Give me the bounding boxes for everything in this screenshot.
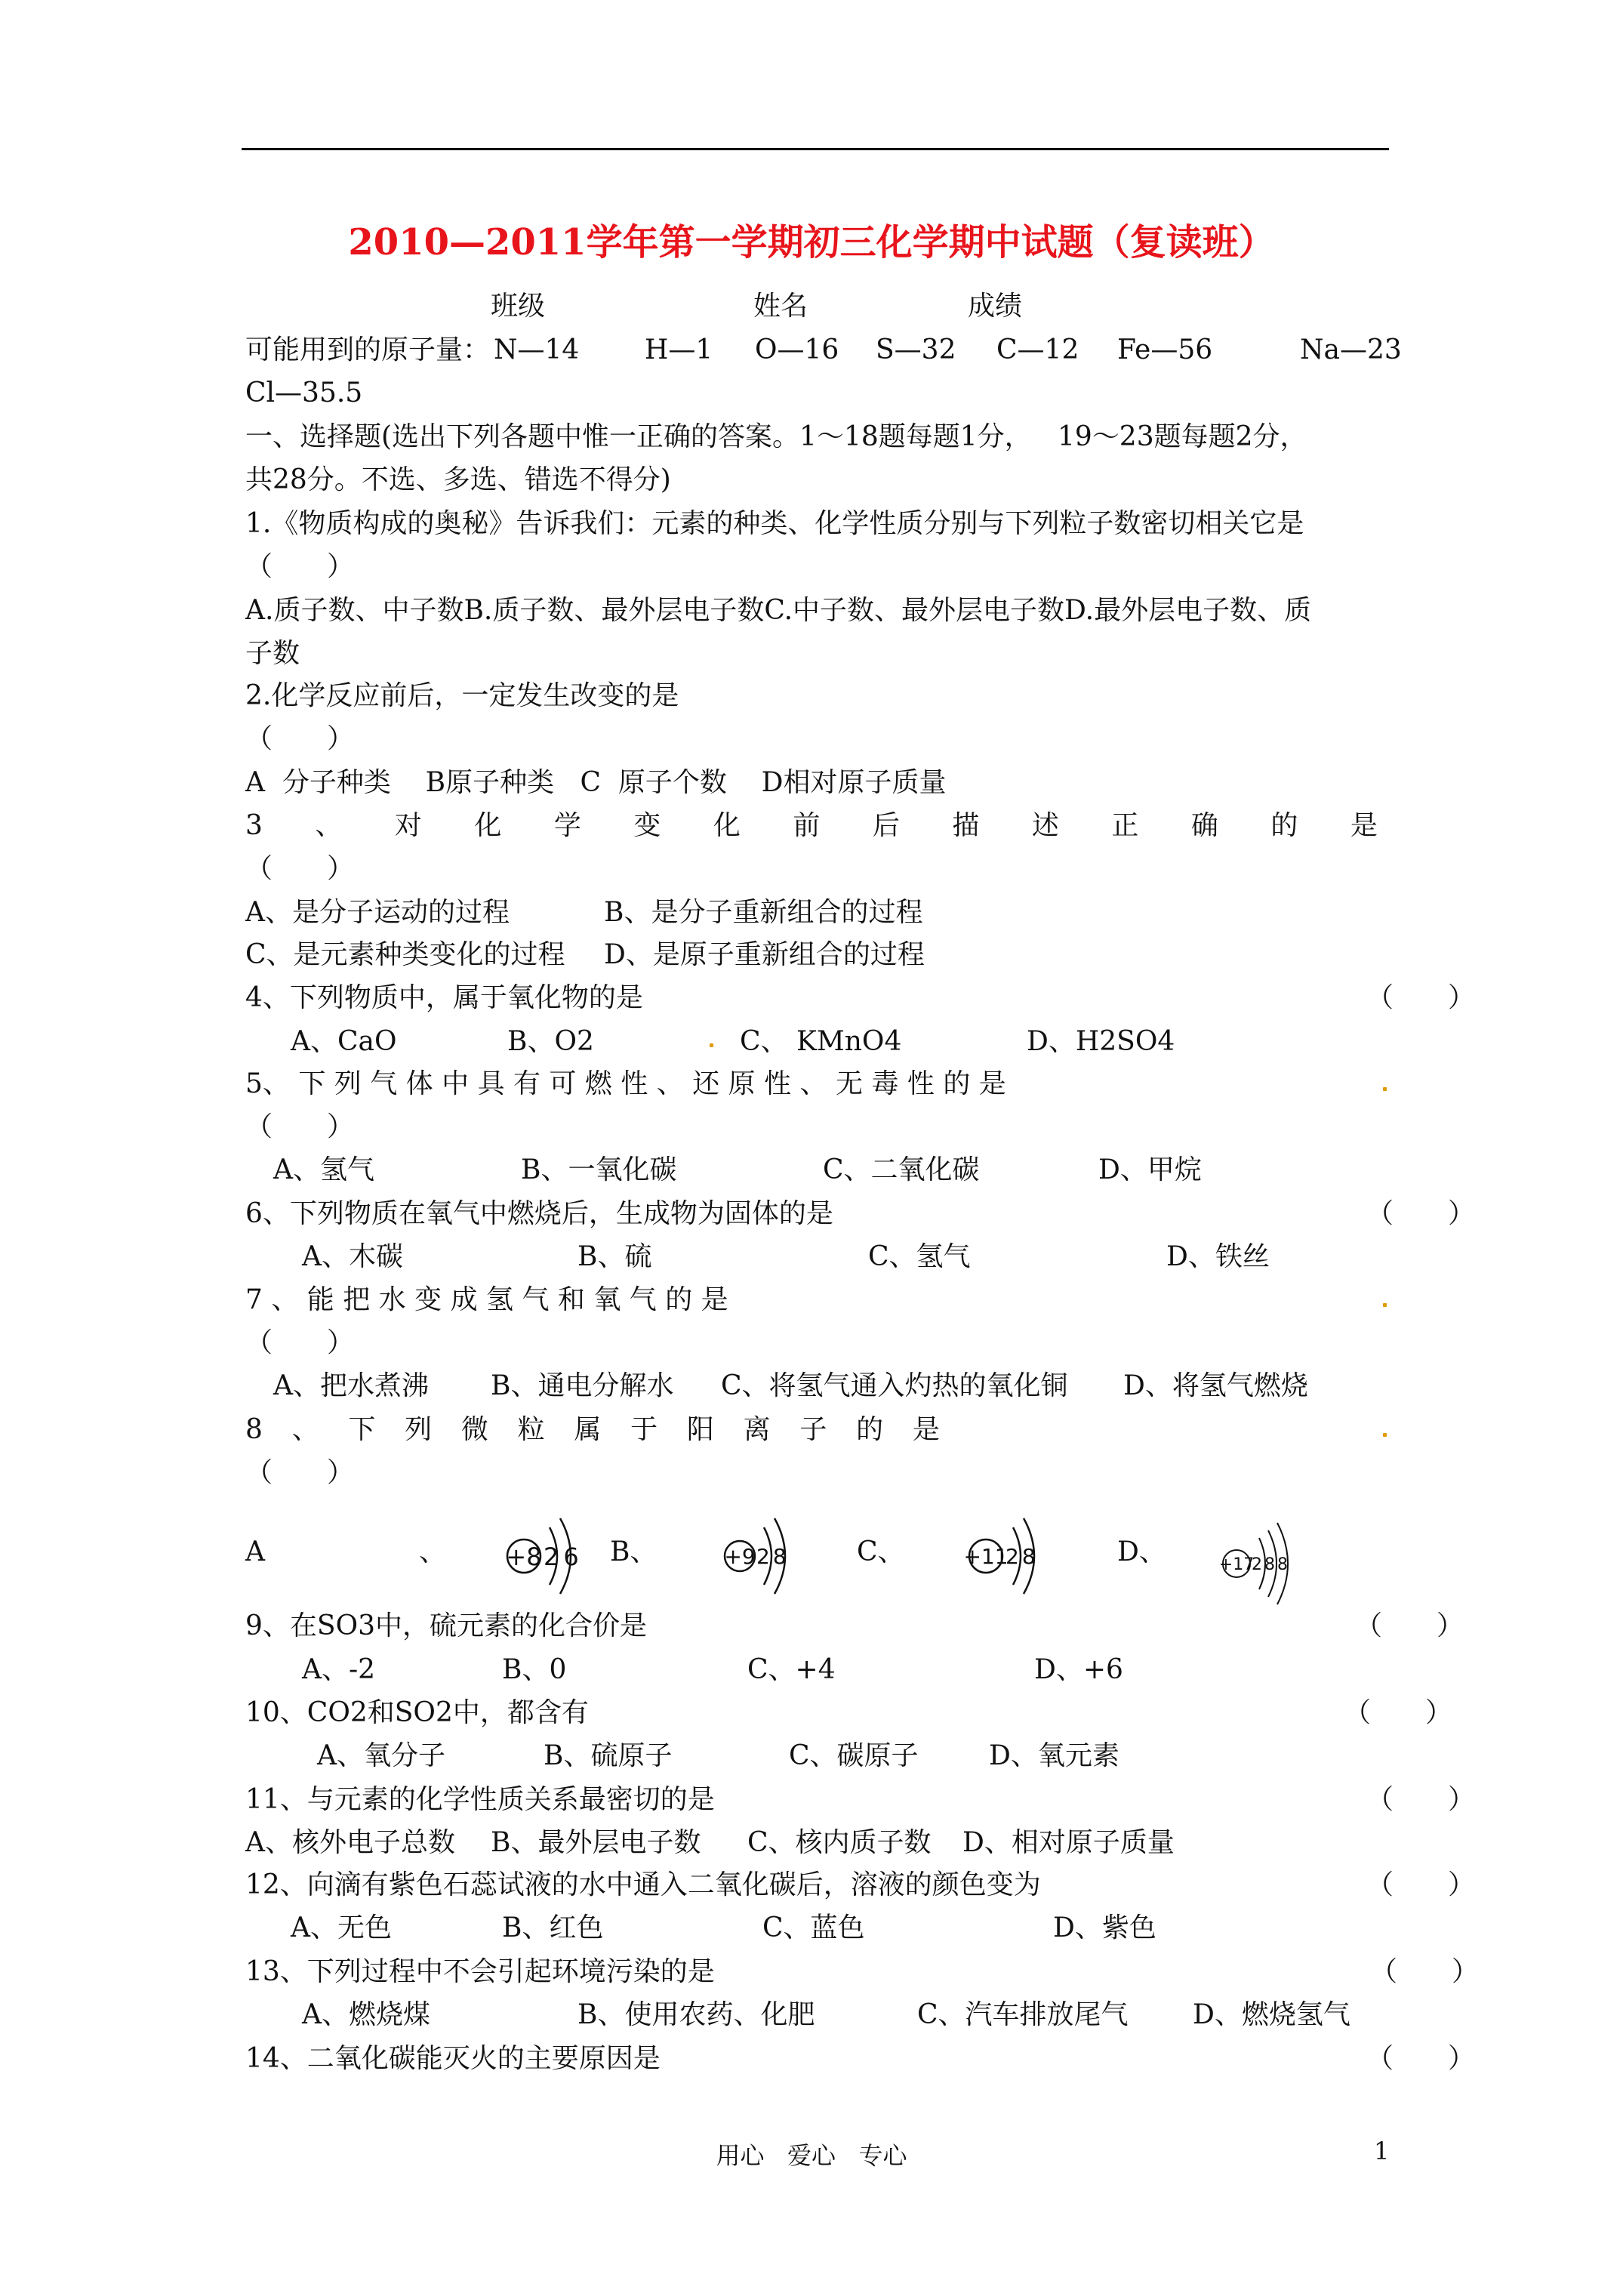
answer-blank[interactable]: （ ） <box>245 853 355 884</box>
stem-char: 变 <box>633 810 661 841</box>
answer-blank[interactable]: （ ） <box>1344 1697 1453 1728</box>
question-6-option-c: C、氢气 <box>868 1241 971 1272</box>
stem-char: 阳 <box>686 1414 714 1445</box>
page-title: 2010—2011学年第一学期初三化学期中试题（复读班） <box>348 221 1275 264</box>
question-7-option-b: B、通电分解水 <box>491 1370 674 1401</box>
question-10-option-a: A、氧分子 <box>317 1740 445 1771</box>
stem-char: 描 <box>952 810 980 841</box>
question-6-option-b: B、硫 <box>577 1241 652 1272</box>
atom-diagram <box>498 1505 627 1595</box>
answer-blank[interactable]: （ ） <box>1355 1610 1464 1641</box>
question-7-option-a: A、把水煮沸 <box>273 1370 429 1401</box>
question-9-option-d: D、+6 <box>1034 1654 1123 1685</box>
atom-diagram <box>959 1505 1087 1595</box>
question-13-option-d: D、燃烧氢气 <box>1193 1999 1350 2030</box>
stray-dot <box>1383 1303 1387 1307</box>
stem-char: 微 <box>460 1414 488 1445</box>
stem-char: 离 <box>743 1414 771 1445</box>
question-4-option-d: D、H2SO4 <box>1027 1026 1175 1057</box>
question-3-stem <box>245 808 1378 844</box>
stem-char: 后 <box>872 810 900 841</box>
question-6-option-a: A、木碳 <box>302 1241 403 1272</box>
question-8-label-a: A <box>245 1536 265 1567</box>
stem-char: 述 <box>1031 810 1059 841</box>
answer-blank[interactable]: （ ） <box>245 1111 355 1142</box>
stem-char: 列 <box>405 1414 433 1445</box>
question-4-stem: 4、下列物质中，属于氧化物的是 <box>245 982 643 1013</box>
score-label: 成绩 <box>968 291 1023 322</box>
stem-char: 前 <box>793 810 821 841</box>
stem-char: 是 <box>912 1414 940 1445</box>
class-label: 班级 <box>491 291 546 322</box>
answer-blank[interactable]: （ ） <box>1366 2043 1476 2074</box>
question-13-stem: 13、下列过程中不会引起环境污染的是 <box>245 1956 715 1987</box>
atom-diagram <box>1215 1512 1344 1603</box>
question-8-stem <box>245 1412 940 1448</box>
atomic-mass-item: O—16 <box>755 334 839 365</box>
question-4-option-b: B、O2 <box>507 1026 594 1057</box>
question-3-option-b: B、是分子重新组合的过程 <box>604 897 923 928</box>
question-7-option-c: C、将氢气通入灼热的氧化铜 <box>721 1370 1068 1401</box>
electron-shells: 28 <box>756 1544 790 1569</box>
question-11-option-c: C、核内质子数 <box>747 1827 932 1858</box>
stem-char: 学 <box>553 810 581 841</box>
nucleus-charge: +8 <box>506 1542 542 1571</box>
atom-structure-b <box>717 1505 845 1595</box>
stem-char: 确 <box>1190 810 1218 841</box>
atomic-mass-item: Fe—56 <box>1117 334 1213 365</box>
stray-dot <box>710 1043 713 1047</box>
stem-char: 于 <box>630 1414 658 1445</box>
footer-motto: 用心 爱心 专心 <box>716 2141 907 2170</box>
question-9-option-a: A、-2 <box>302 1654 376 1685</box>
stem-char: 的 <box>1270 810 1298 841</box>
question-14-stem: 14、二氧化碳能灭火的主要原因是 <box>245 2043 661 2074</box>
answer-blank[interactable]: （ ） <box>1366 1869 1476 1900</box>
question-10-option-d: D、氧元素 <box>989 1740 1119 1771</box>
question-5-option-a: A、氢气 <box>273 1154 374 1185</box>
stem-char: 是 <box>1350 810 1378 841</box>
question-1-options-cont: 子数 <box>245 638 300 669</box>
stem-char: 对 <box>394 810 422 841</box>
question-11-stem: 11、与元素的化学性质关系最密切的是 <box>245 1784 715 1815</box>
electron-shells: 26 <box>544 1542 584 1571</box>
question-8-label-c: C、 <box>857 1536 905 1567</box>
stem-char: 化 <box>713 810 741 841</box>
question-12-option-a: A、无色 <box>291 1912 392 1943</box>
question-1-stem: 1.《物质构成的奥秘》告诉我们：元素的种类、化学性质分别与下列粒子数密切相关它是 <box>245 508 1304 539</box>
question-8-label-a-sep: 、 <box>419 1536 447 1567</box>
section-heading-cont: 共28分。不选、多选、错选不得分) <box>245 464 671 495</box>
stem-char: 粒 <box>517 1414 545 1445</box>
answer-blank[interactable]: （ ） <box>245 723 355 754</box>
stem-char: 化 <box>474 810 502 841</box>
answer-blank[interactable]: （ ） <box>245 1457 355 1488</box>
section-heading: 一、选择题(选出下列各题中惟一正确的答案。1～18题每题1分， 19～23题每题2分， <box>245 421 1307 452</box>
question-8-label-d: D、 <box>1117 1536 1166 1567</box>
stem-char: 正 <box>1111 810 1139 841</box>
question-6-stem: 6、下列物质在氧气中燃烧后，生成物为固体的是 <box>245 1198 833 1229</box>
question-7-option-d: D、将氢气燃烧 <box>1123 1370 1308 1401</box>
answer-blank[interactable]: （ ） <box>1370 1956 1480 1987</box>
atomic-mass-item: H—1 <box>645 334 713 365</box>
question-6-option-d: D、铁丝 <box>1166 1241 1270 1272</box>
page-number: 1 <box>1374 2137 1390 2165</box>
electron-shells: 28 <box>1006 1544 1039 1569</box>
atom-structure-c <box>959 1505 1087 1595</box>
question-13-option-b: B、使用农药、化肥 <box>577 1999 815 2030</box>
question-3-option-c: C、是元素种类变化的过程 <box>245 939 565 970</box>
answer-blank[interactable]: （ ） <box>245 551 355 582</box>
atomic-mass-item: Na—23 <box>1300 334 1402 365</box>
question-7-stem: 7 、 能 把 水 变 成 氢 气 和 氧 气 的 是 <box>245 1284 728 1315</box>
question-10-stem: 10、CO2和SO2中，都含有 <box>245 1697 589 1728</box>
stem-char: 、 <box>291 1414 319 1445</box>
atomic-mass-item: N—14 <box>494 334 580 365</box>
stem-char: 属 <box>574 1414 602 1445</box>
answer-blank[interactable]: （ ） <box>1366 982 1476 1013</box>
question-4-option-a: A、CaO <box>291 1026 397 1057</box>
question-2-options: A 分子种类 B原子种类 C 原子个数 D相对原子质量 <box>245 767 947 798</box>
stem-char: 3 <box>245 810 263 841</box>
atomic-mass-label: 可能用到的原子量： <box>245 334 491 365</box>
atom-structure-d <box>1215 1512 1344 1603</box>
question-10-option-c: C、碳原子 <box>789 1740 919 1771</box>
question-11-option-d: D、相对原子质量 <box>962 1827 1175 1858</box>
question-3-option-a: A、是分子运动的过程 <box>245 897 510 928</box>
question-3-option-d: D、是原子重新组合的过程 <box>604 939 925 970</box>
atom-structure-a <box>498 1505 627 1595</box>
header-rule <box>242 148 1389 150</box>
question-12-stem: 12、向滴有紫色石蕊试液的水中通入二氧化碳后，溶液的颜色变为 <box>245 1869 1041 1900</box>
atomic-mass-item: C—12 <box>996 334 1079 365</box>
question-2-stem: 2.化学反应前后，一定发生改变的是 <box>245 680 679 711</box>
question-1-options: A.质子数、中子数B.质子数、最外层电子数C.中子数、最外层电子数D.最外层电子数、质 <box>245 595 1312 626</box>
question-10-option-b: B、硫原子 <box>544 1740 673 1771</box>
question-5-option-c: C、二氧化碳 <box>823 1154 980 1185</box>
question-5-option-d: D、甲烷 <box>1098 1154 1202 1185</box>
question-5-option-b: B、一氧化碳 <box>521 1154 677 1185</box>
atomic-mass-item: Cl—35.5 <box>245 378 363 408</box>
atom-diagram <box>717 1505 845 1595</box>
name-label: 姓名 <box>753 291 808 322</box>
stem-char: 8 <box>245 1414 263 1445</box>
question-8-label-b: B、 <box>610 1536 658 1567</box>
answer-blank[interactable]: （ ） <box>245 1327 355 1358</box>
question-13-option-c: C、汽车排放尾气 <box>917 1999 1129 2030</box>
question-9-option-c: C、+4 <box>747 1654 836 1685</box>
stem-char: 的 <box>856 1414 884 1445</box>
question-12-option-c: C、蓝色 <box>762 1912 865 1943</box>
stem-char: 、 <box>315 810 343 841</box>
stray-dot <box>1383 1433 1387 1437</box>
question-13-option-a: A、燃烧煤 <box>302 1999 430 2030</box>
question-9-stem: 9、在SO3中，硫元素的化合价是 <box>245 1610 647 1641</box>
stray-dot <box>1383 1087 1387 1091</box>
question-9-option-b: B、0 <box>502 1654 567 1685</box>
atomic-mass-item: S—32 <box>876 334 956 365</box>
nucleus-charge: +9 <box>724 1544 756 1569</box>
stem-char: 下 <box>348 1414 376 1445</box>
stem-char: 子 <box>799 1414 827 1445</box>
question-5-stem: 5、 下 列 气 体 中 具 有 可 燃 性 、 还 原 性 、 无 毒 性 的 是 <box>245 1068 1006 1099</box>
question-4-option-c: C、 KMnO4 <box>740 1026 902 1057</box>
electron-shells: 288 <box>1252 1555 1290 1574</box>
answer-blank[interactable]: （ ） <box>1366 1784 1476 1815</box>
nucleus-charge: +11 <box>963 1544 1009 1569</box>
question-11-option-a: A、核外电子总数 <box>245 1827 455 1858</box>
question-11-option-b: B、最外层电子数 <box>491 1827 701 1858</box>
answer-blank[interactable]: （ ） <box>1366 1198 1476 1229</box>
nucleus-charge: +17 <box>1218 1555 1255 1574</box>
question-12-option-d: D、紫色 <box>1053 1912 1156 1943</box>
question-12-option-b: B、红色 <box>502 1912 604 1943</box>
